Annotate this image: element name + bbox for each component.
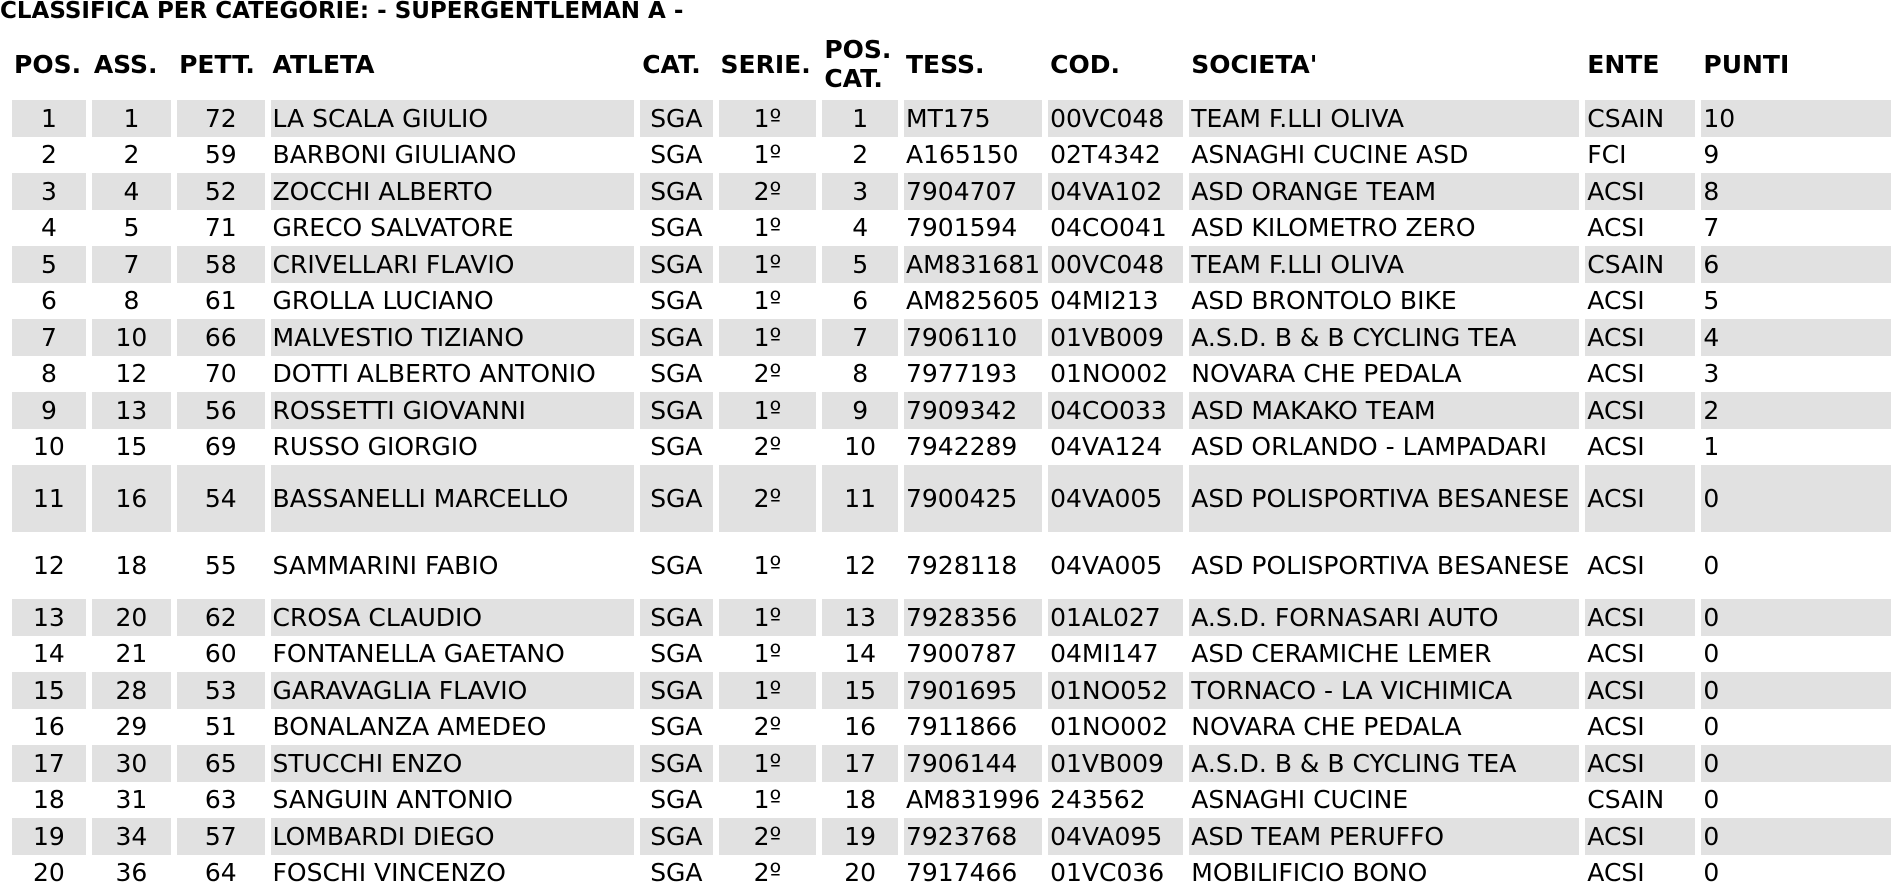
cell-pett: 51 <box>177 709 264 746</box>
cell-atleta: SANGUIN ANTONIO <box>271 782 635 819</box>
cell-pett: 58 <box>177 246 264 283</box>
cell-atleta: GROLLA LUCIANO <box>271 283 635 320</box>
cell-pos: 19 <box>12 818 86 855</box>
table-row <box>12 855 1891 891</box>
cell-cod: 01NO002 <box>1048 356 1183 393</box>
cell-cat: SGA <box>640 709 712 746</box>
cell-atleta: GARAVAGLIA FLAVIO <box>271 672 635 709</box>
header-pett: PETT. <box>177 28 264 100</box>
cell-cat: SGA <box>640 392 712 429</box>
cell-societa: ASD MAKAKO TEAM <box>1189 392 1579 429</box>
cell-serie: 2º <box>719 818 817 855</box>
cell-ente: ACSI <box>1585 599 1695 636</box>
cell-pos: 12 <box>12 532 86 599</box>
cell-atleta: FOSCHI VINCENZO <box>271 855 635 891</box>
cell-punti: 7 <box>1701 210 1891 247</box>
cell-cat: SGA <box>640 745 712 782</box>
cell-ente: ACSI <box>1585 636 1695 673</box>
cell-punti: 0 <box>1701 636 1891 673</box>
cell-cat: SGA <box>640 429 712 466</box>
cell-pos-cat: 3 <box>822 173 898 210</box>
table-row <box>12 137 1891 174</box>
cell-serie: 1º <box>719 392 817 429</box>
cell-pos: 17 <box>12 745 86 782</box>
cell-ente: ACSI <box>1585 855 1695 891</box>
cell-serie: 2º <box>719 173 817 210</box>
cell-pett: 59 <box>177 137 264 174</box>
cell-ente: ACSI <box>1585 672 1695 709</box>
header-ass: ASS. <box>92 28 171 100</box>
cell-atleta: SAMMARINI FABIO <box>271 532 635 599</box>
cell-ass: 30 <box>92 745 171 782</box>
cell-ass: 36 <box>92 855 171 891</box>
cell-punti: 3 <box>1701 356 1891 393</box>
cell-cod: 01AL027 <box>1048 599 1183 636</box>
table-row <box>12 782 1891 819</box>
cell-pos: 20 <box>12 855 86 891</box>
header-societa: SOCIETA' <box>1189 28 1579 100</box>
cell-atleta: ROSSETTI GIOVANNI <box>271 392 635 429</box>
cell-pos-cat: 12 <box>822 532 898 599</box>
cell-societa: NOVARA CHE PEDALA <box>1189 356 1579 393</box>
cell-societa: ASNAGHI CUCINE ASD <box>1189 137 1579 174</box>
cell-societa: NOVARA CHE PEDALA <box>1189 709 1579 746</box>
cell-cat: SGA <box>640 173 712 210</box>
cell-ente: ACSI <box>1585 709 1695 746</box>
cell-tess: 7923768 <box>904 818 1042 855</box>
cell-atleta: MALVESTIO TIZIANO <box>271 319 635 356</box>
cell-pett: 71 <box>177 210 264 247</box>
cell-tess: MT175 <box>904 100 1042 137</box>
cell-pos-cat: 10 <box>822 429 898 466</box>
cell-atleta: GRECO SALVATORE <box>271 210 635 247</box>
cell-pett: 70 <box>177 356 264 393</box>
cell-ente: ACSI <box>1585 429 1695 466</box>
cell-pos: 10 <box>12 429 86 466</box>
cell-cod: 01VB009 <box>1048 745 1183 782</box>
cell-societa: ASD POLISPORTIVA BESANESE <box>1189 465 1579 532</box>
cell-ass: 10 <box>92 319 171 356</box>
cell-cod: 01NO052 <box>1048 672 1183 709</box>
cell-cat: SGA <box>640 532 712 599</box>
cell-cod: 00VC048 <box>1048 100 1183 137</box>
cell-punti: 0 <box>1701 672 1891 709</box>
cell-tess: 7906144 <box>904 745 1042 782</box>
cell-serie: 1º <box>719 283 817 320</box>
cell-cod: 00VC048 <box>1048 246 1183 283</box>
cell-punti: 0 <box>1701 745 1891 782</box>
cell-pett: 52 <box>177 173 264 210</box>
table-row <box>12 210 1891 247</box>
table-row <box>12 392 1891 429</box>
cell-cod: 04CO033 <box>1048 392 1183 429</box>
cell-tess: 7928118 <box>904 532 1042 599</box>
cell-tess: 7909342 <box>904 392 1042 429</box>
cell-pos-cat: 5 <box>822 246 898 283</box>
header-pos: POS. <box>12 28 86 100</box>
cell-ass: 7 <box>92 246 171 283</box>
cell-societa: ASD CERAMICHE LEMER <box>1189 636 1579 673</box>
cell-cat: SGA <box>640 283 712 320</box>
cell-pos: 6 <box>12 283 86 320</box>
cell-cod: 04VA124 <box>1048 429 1183 466</box>
cell-ass: 4 <box>92 173 171 210</box>
cell-serie: 1º <box>719 210 817 247</box>
cell-pett: 63 <box>177 782 264 819</box>
cell-tess: AM831996 <box>904 782 1042 819</box>
cell-atleta: RUSSO GIORGIO <box>271 429 635 466</box>
cell-serie: 1º <box>719 636 817 673</box>
cell-ass: 20 <box>92 599 171 636</box>
cell-pos-cat: 1 <box>822 100 898 137</box>
cell-tess: 7911866 <box>904 709 1042 746</box>
cell-ass: 1 <box>92 100 171 137</box>
cell-pett: 60 <box>177 636 264 673</box>
cell-serie: 2º <box>719 356 817 393</box>
cell-punti: 0 <box>1701 599 1891 636</box>
cell-societa: A.S.D. B & B CYCLING TEA <box>1189 745 1579 782</box>
cell-ass: 18 <box>92 532 171 599</box>
cell-punti: 4 <box>1701 319 1891 356</box>
cell-cod: 04MI147 <box>1048 636 1183 673</box>
cell-tess: 7901594 <box>904 210 1042 247</box>
cell-atleta: ZOCCHI ALBERTO <box>271 173 635 210</box>
cell-ass: 8 <box>92 283 171 320</box>
cell-societa: TEAM F.LLI OLIVA <box>1189 246 1579 283</box>
cell-ass: 28 <box>92 672 171 709</box>
cell-pos-cat: 17 <box>822 745 898 782</box>
cell-pett: 69 <box>177 429 264 466</box>
cell-pett: 54 <box>177 465 264 532</box>
cell-tess: A165150 <box>904 137 1042 174</box>
cell-pos-cat: 19 <box>822 818 898 855</box>
cell-cod: 02T4342 <box>1048 137 1183 174</box>
cell-cat: SGA <box>640 636 712 673</box>
cell-tess: 7928356 <box>904 599 1042 636</box>
cell-cod: 01VB009 <box>1048 319 1183 356</box>
cell-ass: 16 <box>92 465 171 532</box>
table-row <box>12 429 1891 466</box>
cell-serie: 2º <box>719 465 817 532</box>
cell-cod: 04VA095 <box>1048 818 1183 855</box>
cell-societa: ASD KILOMETRO ZERO <box>1189 210 1579 247</box>
cell-ente: FCI <box>1585 137 1695 174</box>
cell-ass: 34 <box>92 818 171 855</box>
cell-punti: 2 <box>1701 392 1891 429</box>
cell-tess: 7942289 <box>904 429 1042 466</box>
cell-tess: AM831681 <box>904 246 1042 283</box>
cell-ente: ACSI <box>1585 283 1695 320</box>
cell-ass: 12 <box>92 356 171 393</box>
cell-pett: 61 <box>177 283 264 320</box>
header-tess: TESS. <box>904 28 1042 100</box>
cell-cat: SGA <box>640 319 712 356</box>
header-pos-cat: POS. CAT. <box>822 28 898 100</box>
cell-serie: 1º <box>719 532 817 599</box>
cell-pett: 56 <box>177 392 264 429</box>
cell-tess: 7906110 <box>904 319 1042 356</box>
cell-pos: 8 <box>12 356 86 393</box>
cell-cat: SGA <box>640 137 712 174</box>
cell-societa: A.S.D. B & B CYCLING TEA <box>1189 319 1579 356</box>
cell-societa: ASD ORANGE TEAM <box>1189 173 1579 210</box>
cell-cod: 04MI213 <box>1048 283 1183 320</box>
cell-ente: CSAIN <box>1585 100 1695 137</box>
cell-ente: ACSI <box>1585 319 1695 356</box>
cell-atleta: BONALANZA AMEDEO <box>271 709 635 746</box>
cell-tess: 7904707 <box>904 173 1042 210</box>
cell-ente: CSAIN <box>1585 782 1695 819</box>
header-punti: PUNTI <box>1701 28 1891 100</box>
cell-punti: 0 <box>1701 532 1891 599</box>
cell-serie: 1º <box>719 137 817 174</box>
table-row <box>12 319 1891 356</box>
cell-cod: 04CO041 <box>1048 210 1183 247</box>
cell-punti: 0 <box>1701 465 1891 532</box>
cell-atleta: STUCCHI ENZO <box>271 745 635 782</box>
cell-cat: SGA <box>640 210 712 247</box>
table-row <box>12 283 1891 320</box>
cell-pett: 53 <box>177 672 264 709</box>
cell-pos-cat: 6 <box>822 283 898 320</box>
cell-serie: 2º <box>719 855 817 891</box>
cell-cod: 243562 <box>1048 782 1183 819</box>
cell-pos-cat: 15 <box>822 672 898 709</box>
cell-pett: 72 <box>177 100 264 137</box>
cell-ass: 21 <box>92 636 171 673</box>
cell-pos: 2 <box>12 137 86 174</box>
table-row <box>12 709 1891 746</box>
cell-atleta: CRIVELLARI FLAVIO <box>271 246 635 283</box>
cell-serie: 2º <box>719 429 817 466</box>
cell-pos: 13 <box>12 599 86 636</box>
header-atleta: ATLETA <box>271 28 635 100</box>
table-row <box>12 532 1891 599</box>
cell-pett: 66 <box>177 319 264 356</box>
cell-atleta: BASSANELLI MARCELLO <box>271 465 635 532</box>
cell-societa: MOBILIFICIO BONO <box>1189 855 1579 891</box>
cell-pos-cat: 8 <box>822 356 898 393</box>
cell-ass: 5 <box>92 210 171 247</box>
cell-cat: SGA <box>640 100 712 137</box>
cell-pos-cat: 16 <box>822 709 898 746</box>
cell-punti: 1 <box>1701 429 1891 466</box>
cell-punti: 0 <box>1701 855 1891 891</box>
cell-societa: TEAM F.LLI OLIVA <box>1189 100 1579 137</box>
cell-pos-cat: 13 <box>822 599 898 636</box>
cell-atleta: DOTTI ALBERTO ANTONIO <box>271 356 635 393</box>
cell-societa: TORNACO - LA VICHIMICA <box>1189 672 1579 709</box>
cell-atleta: LOMBARDI DIEGO <box>271 818 635 855</box>
table-row <box>12 599 1891 636</box>
cell-pos-cat: 20 <box>822 855 898 891</box>
table-row <box>12 818 1891 855</box>
cell-pos: 3 <box>12 173 86 210</box>
cell-ente: ACSI <box>1585 210 1695 247</box>
table-row <box>12 745 1891 782</box>
cell-tess: 7977193 <box>904 356 1042 393</box>
cell-ass: 31 <box>92 782 171 819</box>
cell-tess: 7900425 <box>904 465 1042 532</box>
cell-punti: 0 <box>1701 782 1891 819</box>
cell-punti: 8 <box>1701 173 1891 210</box>
cell-serie: 1º <box>719 745 817 782</box>
cell-serie: 1º <box>719 782 817 819</box>
cell-punti: 10 <box>1701 100 1891 137</box>
cell-cat: SGA <box>640 599 712 636</box>
cell-cod: 04VA005 <box>1048 465 1183 532</box>
table-row <box>12 465 1891 532</box>
cell-pos: 5 <box>12 246 86 283</box>
cell-pos: 7 <box>12 319 86 356</box>
cell-ass: 15 <box>92 429 171 466</box>
table-row <box>12 636 1891 673</box>
cell-cod: 01VC036 <box>1048 855 1183 891</box>
cell-pos-cat: 14 <box>822 636 898 673</box>
cell-atleta: BARBONI GIULIANO <box>271 137 635 174</box>
table-row <box>12 173 1891 210</box>
cell-ente: ACSI <box>1585 356 1695 393</box>
cell-ass: 13 <box>92 392 171 429</box>
cell-ente: ACSI <box>1585 392 1695 429</box>
page-title: CLASSIFICA PER CATEGORIE: - SUPERGENTLEMAN A - <box>0 0 683 24</box>
cell-serie: 1º <box>719 672 817 709</box>
cell-tess: AM825605 <box>904 283 1042 320</box>
cell-atleta: CROSA CLAUDIO <box>271 599 635 636</box>
cell-pos: 14 <box>12 636 86 673</box>
cell-pos: 11 <box>12 465 86 532</box>
cell-ente: ACSI <box>1585 818 1695 855</box>
cell-tess: 7900787 <box>904 636 1042 673</box>
cell-pett: 62 <box>177 599 264 636</box>
cell-cat: SGA <box>640 246 712 283</box>
cell-atleta: FONTANELLA GAETANO <box>271 636 635 673</box>
cell-pett: 55 <box>177 532 264 599</box>
cell-societa: ASD BRONTOLO BIKE <box>1189 283 1579 320</box>
cell-pos: 9 <box>12 392 86 429</box>
header-serie: SERIE. <box>719 28 817 100</box>
cell-pos-cat: 18 <box>822 782 898 819</box>
cell-pett: 64 <box>177 855 264 891</box>
cell-cat: SGA <box>640 818 712 855</box>
cell-ente: ACSI <box>1585 173 1695 210</box>
cell-serie: 1º <box>719 599 817 636</box>
cell-cod: 04VA102 <box>1048 173 1183 210</box>
header-ente: ENTE <box>1585 28 1695 100</box>
cell-pett: 57 <box>177 818 264 855</box>
cell-punti: 0 <box>1701 818 1891 855</box>
cell-cat: SGA <box>640 672 712 709</box>
cell-cat: SGA <box>640 782 712 819</box>
cell-cat: SGA <box>640 356 712 393</box>
cell-serie: 1º <box>719 319 817 356</box>
cell-societa: ASD POLISPORTIVA BESANESE <box>1189 532 1579 599</box>
cell-pos: 1 <box>12 100 86 137</box>
table-row <box>12 356 1891 393</box>
cell-societa: ASD TEAM PERUFFO <box>1189 818 1579 855</box>
cell-pos-cat: 2 <box>822 137 898 174</box>
table-row <box>12 672 1891 709</box>
cell-cod: 01NO002 <box>1048 709 1183 746</box>
cell-punti: 6 <box>1701 246 1891 283</box>
cell-punti: 0 <box>1701 709 1891 746</box>
cell-societa: ASD ORLANDO - LAMPADARI <box>1189 429 1579 466</box>
cell-tess: 7917466 <box>904 855 1042 891</box>
cell-atleta: LA SCALA GIULIO <box>271 100 635 137</box>
table-row <box>12 246 1891 283</box>
cell-ass: 29 <box>92 709 171 746</box>
cell-ente: CSAIN <box>1585 246 1695 283</box>
cell-ente: ACSI <box>1585 465 1695 532</box>
table-row <box>12 100 1891 137</box>
cell-pos-cat: 7 <box>822 319 898 356</box>
cell-pos: 15 <box>12 672 86 709</box>
ranking-table <box>6 28 1897 891</box>
cell-pett: 65 <box>177 745 264 782</box>
cell-serie: 2º <box>719 709 817 746</box>
cell-pos: 4 <box>12 210 86 247</box>
cell-ente: ACSI <box>1585 532 1695 599</box>
cell-tess: 7901695 <box>904 672 1042 709</box>
cell-pos-cat: 4 <box>822 210 898 247</box>
cell-punti: 5 <box>1701 283 1891 320</box>
cell-pos-cat: 11 <box>822 465 898 532</box>
cell-societa: ASNAGHI CUCINE <box>1189 782 1579 819</box>
cell-punti: 9 <box>1701 137 1891 174</box>
cell-societa: A.S.D. FORNASARI AUTO <box>1189 599 1579 636</box>
cell-cod: 04VA005 <box>1048 532 1183 599</box>
cell-cat: SGA <box>640 465 712 532</box>
cell-serie: 1º <box>719 246 817 283</box>
header-row <box>12 28 1891 100</box>
header-cod: COD. <box>1048 28 1183 100</box>
cell-pos: 16 <box>12 709 86 746</box>
cell-ente: ACSI <box>1585 745 1695 782</box>
cell-pos-cat: 9 <box>822 392 898 429</box>
cell-pos: 18 <box>12 782 86 819</box>
cell-serie: 1º <box>719 100 817 137</box>
cell-ass: 2 <box>92 137 171 174</box>
cell-cat: SGA <box>640 855 712 891</box>
header-cat: CAT. <box>640 28 712 100</box>
